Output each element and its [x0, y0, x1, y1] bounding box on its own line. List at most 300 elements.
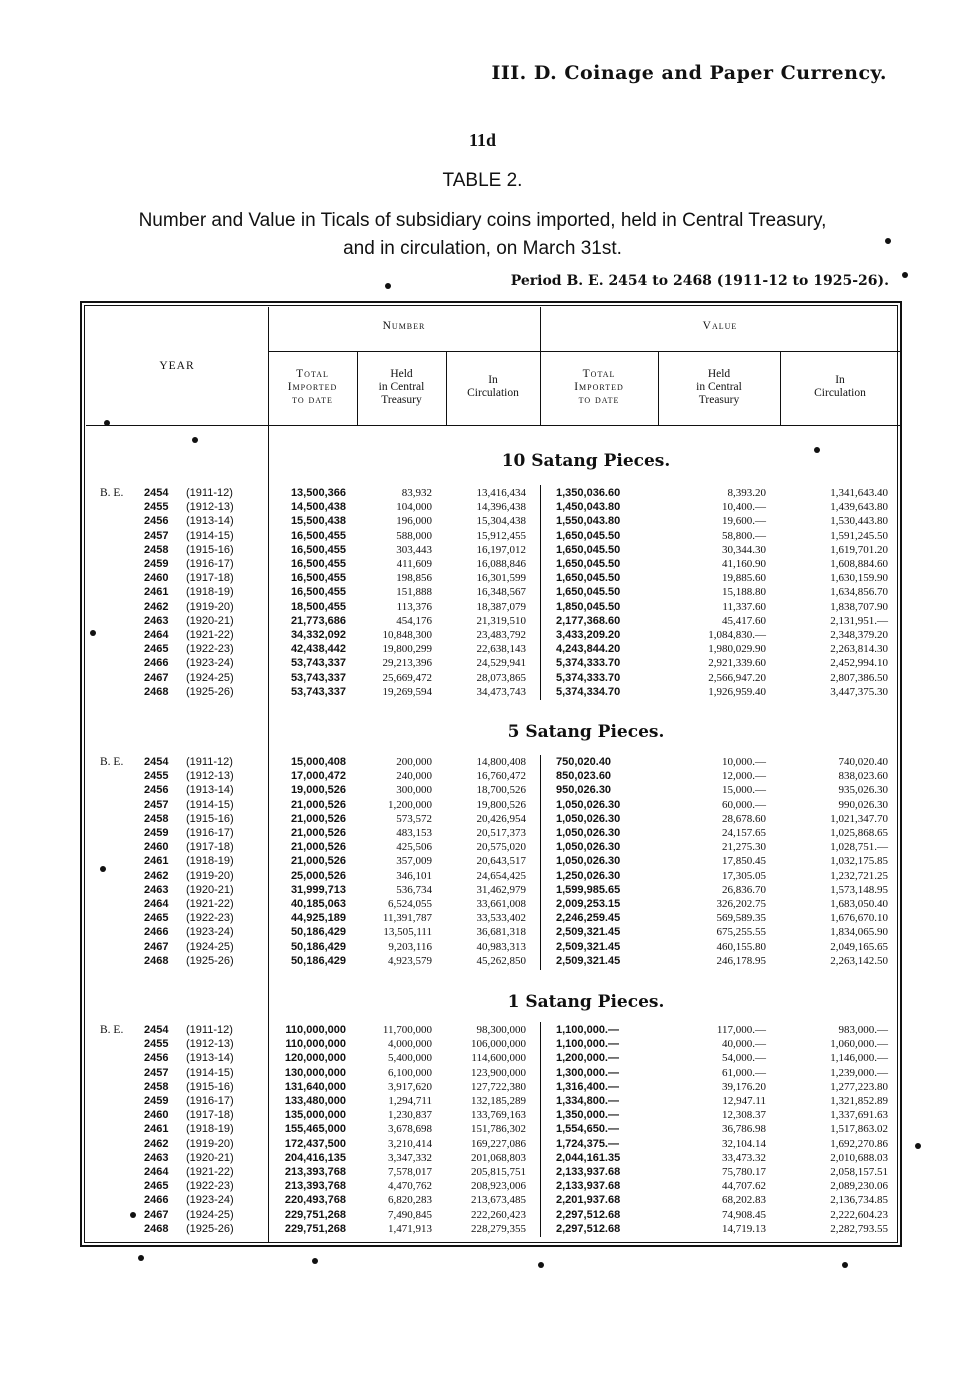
value-total: 1,650,045.50 [556, 558, 621, 570]
number-total: 21,000,526 [290, 855, 346, 868]
header-held-l2: in Central [378, 381, 425, 393]
value-total: 2,246,259.45 [556, 912, 621, 925]
value-held: 246,178.95 [716, 954, 766, 967]
number-total: 120,000,000 [284, 1052, 346, 1065]
value-held: 8,393.20 [727, 487, 766, 499]
number-held-header [357, 368, 446, 407]
year-be: 2461 [144, 1123, 169, 1136]
year-gregorian: (1924-25) [186, 940, 234, 953]
value-circulation: 1,060,000.— [830, 1038, 888, 1051]
year-be: 2454 [144, 1024, 169, 1036]
number-held: 346,101 [396, 869, 432, 882]
value-held: 17,305.05 [722, 869, 766, 882]
value-total: 1,100,000.— [556, 1024, 619, 1036]
number-circulation: 205,815,751 [471, 1166, 526, 1178]
number-circulation: 16,088,846 [476, 558, 526, 570]
number-held: 83,932 [401, 487, 432, 499]
table-row [86, 686, 902, 700]
number-held: 9,203,116 [388, 940, 432, 953]
year-be: 2459 [144, 827, 169, 839]
number-held: 104,000 [396, 501, 432, 514]
scan-speck [312, 1258, 318, 1264]
value-held: 41,160.90 [722, 558, 766, 570]
number-total: 213,393,768 [284, 1180, 346, 1193]
header-vtotal-l3: to date [578, 394, 620, 406]
number-held: 5,400,000 [388, 1052, 432, 1065]
number-total: 14,500,438 [290, 501, 346, 514]
number-circulation: 208,923,006 [471, 1180, 526, 1193]
value-circulation: 1,608,884.60 [830, 558, 888, 570]
number-total: 131,640,000 [284, 1080, 346, 1093]
year-gregorian: (1922-23) [186, 1180, 234, 1193]
value-total: 1,050,026.30 [556, 855, 621, 868]
year-be: 2468 [144, 685, 169, 698]
number-circulation: 20,517,373 [476, 827, 526, 839]
year-gregorian: (1921-22) [186, 898, 234, 910]
year-gregorian: (1916-17) [186, 1095, 234, 1107]
year-be: 2460 [144, 841, 169, 854]
number-circulation: 16,197,012 [476, 543, 526, 556]
number-total: 50,186,429 [290, 926, 346, 939]
number-held: 3,678,698 [388, 1123, 432, 1136]
number-circulation: 201,068,803 [471, 1151, 526, 1164]
table-row [86, 1024, 902, 1038]
number-total: 229,751,268 [284, 1222, 346, 1235]
value-total: 3,433,209.20 [556, 629, 621, 641]
value-held: 460,155.80 [716, 940, 766, 953]
table-title: TABLE 2. [442, 170, 523, 191]
value-header: Value [702, 320, 738, 332]
table-row [86, 855, 902, 869]
year-be: 2461 [144, 586, 169, 599]
value-held: 45,417.60 [722, 614, 766, 627]
section-title: 1 Satang Pieces. [507, 992, 665, 1012]
value-total: 1,599,985.65 [556, 883, 621, 896]
number-held: 6,100,000 [388, 1066, 432, 1079]
number-held: 10,848,300 [382, 629, 432, 641]
year-be: 2465 [144, 1180, 169, 1193]
value-total: 1,050,026.30 [556, 812, 621, 825]
year-be: 2464 [144, 898, 169, 910]
number-circulation: 20,643,517 [476, 855, 526, 868]
scan-speck [385, 283, 391, 289]
scan-speck [138, 1255, 144, 1261]
number-held: 1,294,711 [388, 1095, 432, 1107]
table-row [86, 1223, 902, 1237]
number-total: 15,000,408 [290, 756, 346, 768]
value-held: 19,600.— [722, 515, 766, 528]
year-gregorian: (1919-20) [186, 600, 234, 613]
year-be: 2458 [144, 812, 169, 825]
year-be: 2468 [144, 954, 169, 967]
number-held: 7,490,845 [388, 1208, 432, 1221]
header-vcirc-l2: Circulation [814, 387, 866, 399]
value-held: 15,188.80 [722, 586, 766, 599]
scan-speck [885, 238, 891, 244]
year-be: 2457 [144, 529, 169, 542]
value-held: 19,885.60 [722, 572, 766, 585]
number-total: 17,000,472 [290, 770, 346, 783]
year-gregorian: (1917-18) [186, 841, 234, 854]
number-total: 110,000,000 [285, 1024, 346, 1036]
value-held: 326,202.75 [716, 898, 766, 910]
value-total: 1,650,045.50 [556, 529, 621, 542]
year-be: 2465 [144, 643, 169, 656]
year-gregorian: (1921-22) [186, 629, 234, 641]
value-circulation: 2,049,165.65 [830, 940, 888, 953]
year-gregorian: (1921-22) [186, 1166, 234, 1178]
number-held: 483,153 [396, 827, 432, 839]
number-circulation: 106,000,000 [471, 1038, 526, 1051]
number-circulation: 24,529,941 [476, 657, 526, 670]
table-row [86, 615, 902, 629]
table-row [86, 672, 902, 686]
value-held: 54,000.— [722, 1052, 766, 1065]
number-held: 151,888 [396, 586, 432, 599]
year-be: 2457 [144, 798, 169, 811]
year-gregorian: (1922-23) [186, 643, 234, 656]
number-held: 19,269,594 [382, 685, 432, 698]
year-be: 2455 [144, 770, 169, 783]
number-total: 172,437,500 [284, 1137, 346, 1150]
value-total: 1,550,043.80 [556, 515, 621, 528]
header-held-l3: Treasury [381, 394, 422, 406]
table-row [86, 1123, 902, 1137]
page-number: 11d [468, 130, 497, 150]
value-circulation: 2,136,734.85 [830, 1194, 888, 1207]
year-be: 2463 [144, 614, 169, 627]
number-held: 7,578,017 [388, 1166, 432, 1178]
value-held: 39,176.20 [722, 1080, 766, 1093]
table-row [86, 1138, 902, 1152]
value-circulation: 2,263,814.30 [830, 643, 888, 656]
value-held: 12,947.11 [722, 1095, 766, 1107]
value-held: 28,678.60 [722, 812, 766, 825]
number-held: 3,210,414 [388, 1137, 432, 1150]
value-total: 1,650,045.50 [556, 586, 621, 599]
table-row [86, 827, 902, 841]
value-total: 2,509,321.45 [556, 926, 621, 939]
value-total: 2,201,937.68 [556, 1194, 621, 1207]
year-be: 2464 [144, 629, 169, 641]
table-row [86, 1052, 902, 1066]
number-circulation: 169,227,086 [471, 1137, 526, 1150]
number-circulation: 20,575,020 [476, 841, 526, 854]
value-circulation: 2,222,604.23 [830, 1208, 888, 1221]
number-held: 11,391,787 [382, 912, 432, 925]
year-header: YEAR [159, 360, 195, 372]
table-row [86, 884, 902, 898]
number-total: 53,743,337 [290, 657, 346, 670]
number-held: 6,524,055 [388, 898, 432, 910]
value-total: 1,350,000.— [556, 1109, 619, 1122]
value-total: 1,050,026.30 [556, 841, 621, 854]
value-circulation: 1,341,643.40 [830, 487, 888, 499]
year-gregorian: (1917-18) [186, 1109, 234, 1122]
year-be: 2467 [144, 1208, 169, 1221]
number-total: 110,000,000 [285, 1038, 346, 1051]
number-total: 19,000,526 [290, 784, 346, 797]
header-circ-l1: In [488, 374, 498, 386]
table-row [86, 799, 902, 813]
table-row [86, 1166, 902, 1180]
year-gregorian: (1918-19) [186, 1123, 234, 1136]
value-total: 1,050,026.30 [556, 827, 621, 839]
value-circulation: 2,263,142.50 [830, 954, 888, 967]
rule-head-split [268, 351, 900, 352]
be-label: B. E. [100, 487, 124, 499]
value-held: 1,980,029.90 [708, 643, 766, 656]
value-held: 11,337.60 [722, 600, 766, 613]
year-gregorian: (1925-26) [186, 954, 234, 967]
year-gregorian: (1916-17) [186, 827, 234, 839]
value-circulation: 1,676,670.10 [830, 912, 888, 925]
number-held: 200,000 [396, 756, 432, 768]
number-held: 11,700,000 [382, 1024, 432, 1036]
table-row [86, 1038, 902, 1052]
value-total: 750,020.40 [556, 756, 612, 768]
year-gregorian: (1912-13) [186, 1038, 234, 1051]
table-row [86, 898, 902, 912]
header-vheld-l3: Treasury [698, 394, 740, 406]
scan-speck [842, 1262, 848, 1268]
header-vcirc-l1: In [835, 374, 845, 386]
value-circulation: 1,025,868.65 [830, 827, 888, 839]
year-gregorian: (1913-14) [186, 515, 234, 528]
section-title: 5 Satang Pieces. [507, 722, 665, 742]
header-total-l3: to date [292, 394, 333, 406]
value-circulation: 1,634,856.70 [830, 586, 888, 599]
value-held: 58,800.— [722, 529, 766, 542]
number-total: 204,416,135 [284, 1151, 346, 1164]
value-held: 60,000.— [722, 798, 766, 811]
number-held: 1,471,913 [388, 1222, 432, 1235]
number-total: 53,743,337 [290, 671, 346, 684]
number-held: 113,376 [396, 600, 432, 613]
year-be: 2458 [144, 1080, 169, 1093]
number-held: 6,820,283 [388, 1194, 432, 1207]
value-total: 2,133,937.68 [556, 1180, 621, 1193]
year-gregorian: (1911-12) [186, 487, 233, 499]
year-be: 2454 [144, 487, 169, 499]
number-held: 4,000,000 [388, 1038, 432, 1051]
value-held: 30,344.30 [722, 543, 766, 556]
year-gregorian: (1913-14) [186, 1052, 234, 1065]
number-total: 16,500,455 [290, 586, 346, 599]
value-total: 5,374,333.70 [556, 671, 621, 684]
header-vtotal-l1: Total [582, 368, 616, 380]
number-held: 4,470,762 [388, 1180, 432, 1193]
header-total-l1: Total [296, 368, 329, 380]
value-held: 675,255.55 [716, 926, 766, 939]
table-row [86, 912, 902, 926]
value-total: 1,250,026.30 [556, 869, 621, 882]
number-total: 50,186,429 [290, 940, 346, 953]
year-be: 2456 [144, 515, 169, 528]
table-row [86, 572, 902, 586]
year-gregorian: (1915-16) [186, 543, 234, 556]
number-circulation: 114,600,000 [471, 1052, 526, 1065]
year-be: 2462 [144, 869, 169, 882]
year-be: 2467 [144, 671, 169, 684]
value-circulation: 2,058,157.51 [830, 1166, 888, 1178]
year-gregorian: (1924-25) [186, 1208, 234, 1221]
value-circulation: 1,692,270.86 [830, 1137, 888, 1150]
scan-speck [90, 630, 96, 636]
table-row [86, 955, 902, 969]
number-circulation: 18,700,526 [476, 784, 526, 797]
number-total: 133,480,000 [284, 1095, 346, 1107]
year-gregorian: (1923-24) [186, 1194, 234, 1207]
number-held: 454,176 [396, 614, 432, 627]
value-held: 2,566,947.20 [708, 671, 766, 684]
number-held: 3,917,620 [388, 1080, 432, 1093]
number-total: 16,500,455 [290, 543, 346, 556]
number-total: 213,393,768 [284, 1166, 346, 1178]
number-header: Number [382, 320, 426, 332]
table-row [86, 1194, 902, 1208]
number-circulation: 14,396,438 [476, 501, 526, 514]
year-gregorian: (1911-12) [186, 1024, 233, 1036]
number-circulation: 15,304,438 [476, 515, 526, 528]
number-circulation: 151,786,302 [471, 1123, 526, 1136]
table-row [86, 870, 902, 884]
value-circulation: 935,026.30 [838, 784, 888, 797]
scan-speck [538, 1262, 544, 1268]
year-gregorian: (1918-19) [186, 855, 234, 868]
number-total: 220,493,768 [284, 1194, 346, 1207]
scan-speck [130, 1212, 136, 1218]
year-gregorian: (1914-15) [186, 798, 234, 811]
running-header: III. D. Coinage and Paper Currency. [491, 62, 887, 84]
number-circulation: 23,483,792 [476, 629, 526, 641]
number-circ-header [446, 374, 540, 400]
value-held: 1,926,959.40 [708, 685, 766, 698]
year-be: 2455 [144, 501, 169, 514]
value-circulation: 2,131,951.— [830, 614, 888, 627]
value-circulation: 1,232,721.25 [830, 869, 888, 882]
value-circulation: 2,807,386.50 [830, 671, 888, 684]
number-held: 425,506 [396, 841, 432, 854]
value-total: 5,374,333.70 [556, 657, 621, 670]
scan-speck [100, 866, 106, 872]
value-circulation: 1,517,863.02 [830, 1123, 888, 1136]
table-row [86, 1081, 902, 1095]
table-row [86, 544, 902, 558]
number-total: 229,751,268 [284, 1208, 346, 1221]
number-total: 155,465,000 [284, 1123, 346, 1136]
number-circulation: 33,533,402 [476, 912, 526, 925]
value-circulation: 983,000.— [838, 1024, 888, 1036]
table-row [86, 841, 902, 855]
table-row [86, 770, 902, 784]
number-circulation: 45,262,850 [476, 954, 526, 967]
year-gregorian: (1917-18) [186, 572, 234, 585]
number-total: 21,000,526 [290, 798, 346, 811]
value-total: 2,133,937.68 [556, 1166, 621, 1178]
table-row [86, 629, 902, 643]
value-total: 4,243,844.20 [556, 643, 621, 656]
year-be: 2456 [144, 1052, 169, 1065]
year-be: 2465 [144, 912, 169, 925]
number-held: 300,000 [396, 784, 432, 797]
value-held: 12,308.37 [722, 1109, 766, 1122]
value-total: 850,023.60 [556, 770, 612, 783]
value-held: 26,836.70 [722, 883, 766, 896]
table-row [86, 558, 902, 572]
number-held: 13,505,111 [383, 926, 432, 939]
number-circulation: 36,681,318 [476, 926, 526, 939]
value-circulation: 1,321,852.89 [830, 1095, 888, 1107]
number-total: 16,500,455 [290, 572, 346, 585]
number-held: 19,800,299 [382, 643, 432, 656]
number-held: 4,923,579 [388, 954, 432, 967]
number-circulation: 127,722,380 [471, 1080, 526, 1093]
value-total: 1,100,000.— [556, 1038, 619, 1051]
number-total: 13,500,366 [290, 487, 346, 499]
year-gregorian: (1920-21) [186, 1151, 234, 1164]
value-circulation: 2,282,793.55 [830, 1222, 888, 1235]
header-vheld-l1: Held [707, 368, 731, 380]
value-held-header [658, 368, 780, 407]
year-be: 2463 [144, 883, 169, 896]
year-be: 2466 [144, 1194, 169, 1207]
number-circulation: 222,260,423 [471, 1208, 526, 1221]
value-held: 44,707.62 [722, 1180, 766, 1193]
number-held: 1,200,000 [388, 798, 432, 811]
value-held: 117,000.— [716, 1024, 766, 1036]
value-circulation: 2,089,230.06 [830, 1180, 888, 1193]
table-row [86, 1109, 902, 1123]
value-circulation: 740,020.40 [838, 756, 888, 768]
value-total: 5,374,334.70 [556, 685, 621, 698]
value-total: 1,850,045.50 [556, 600, 621, 613]
table-row [86, 586, 902, 600]
value-total-header [540, 368, 658, 407]
number-circulation: 21,319,510 [476, 614, 526, 627]
number-held: 303,443 [396, 543, 432, 556]
header-total-l2: Imported [287, 381, 338, 393]
year-gregorian: (1911-12) [186, 756, 233, 768]
value-held: 61,000.— [722, 1066, 766, 1079]
value-circulation: 1,834,065.90 [830, 926, 888, 939]
value-total: 1,200,000.— [556, 1052, 619, 1065]
value-total: 2,509,321.45 [556, 940, 621, 953]
period-note: Period B. E. 2454 to 2468 (1911-12 to 1925-26). [510, 273, 889, 289]
table-row [86, 487, 902, 501]
value-circulation: 3,447,375.30 [830, 685, 888, 698]
number-held: 1,230,837 [388, 1109, 432, 1122]
table-row [86, 926, 902, 940]
number-held: 357,009 [396, 855, 432, 868]
year-be: 2459 [144, 558, 169, 570]
value-total: 1,350,036.60 [556, 487, 621, 499]
header-held-l1: Held [390, 368, 413, 380]
year-gregorian: (1915-16) [186, 812, 234, 825]
number-total: 21,000,526 [290, 841, 346, 854]
number-total: 42,438,442 [290, 643, 346, 656]
number-total: 21,773,686 [290, 614, 346, 627]
value-circ-header [780, 374, 900, 400]
year-gregorian: (1922-23) [186, 912, 234, 925]
number-total: 21,000,526 [290, 812, 346, 825]
value-total: 2,297,512.68 [556, 1208, 621, 1221]
year-be: 2454 [144, 756, 169, 768]
value-circulation: 1,239,000.— [830, 1066, 888, 1079]
number-held: 196,000 [396, 515, 432, 528]
number-total: 34,332,092 [290, 629, 346, 641]
year-gregorian: (1912-13) [186, 501, 234, 514]
